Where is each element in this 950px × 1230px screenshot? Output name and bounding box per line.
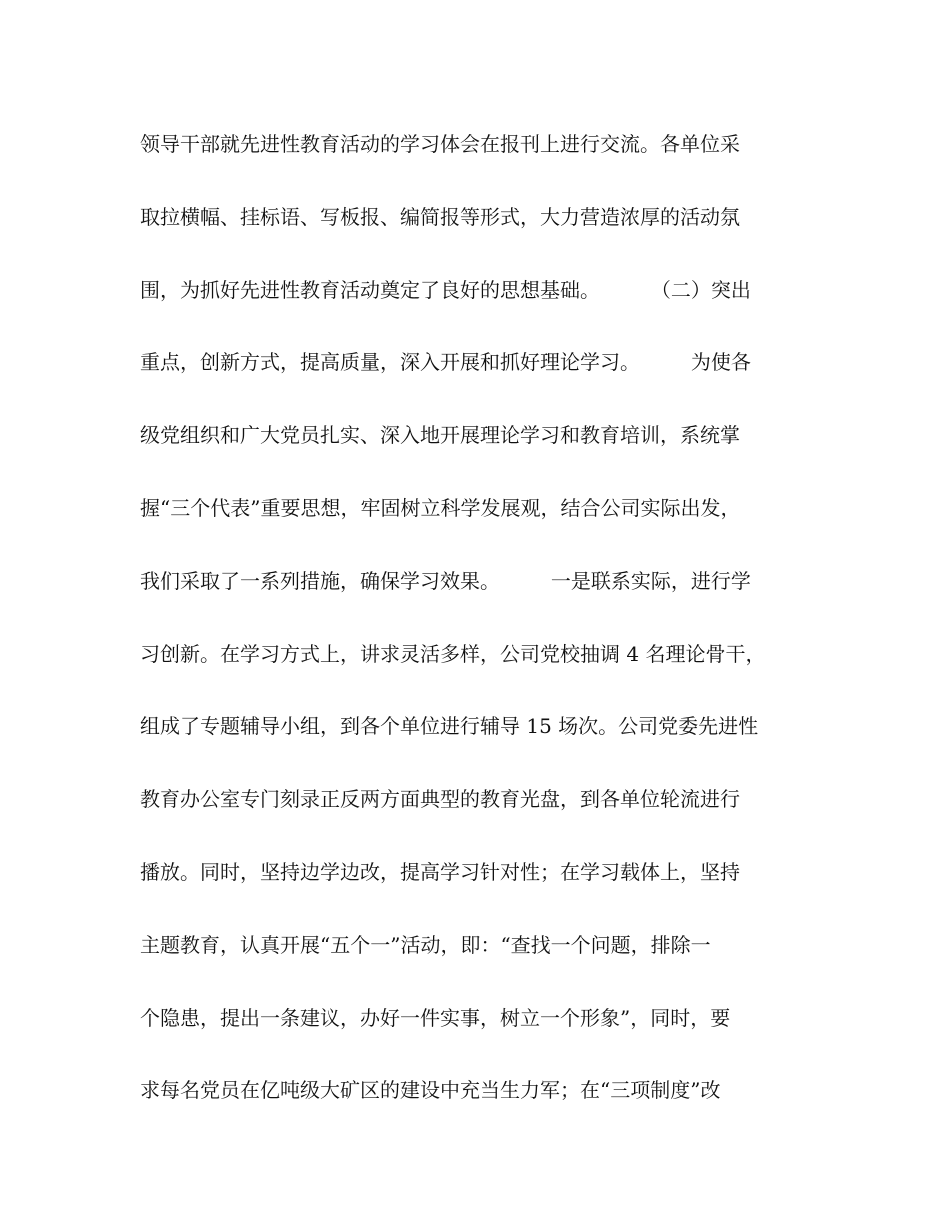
text-line: 级党组织和广大党员扎实、深入地开展理论学习和教育培训，系统掌	[140, 423, 740, 448]
text-line: 习创新。在学习方式上，讲求灵活多样，公司党校抽调 4 名理论骨干，	[140, 641, 766, 666]
text-line: 组成了专题辅导小组，到各个单位进行辅导 15 场次。公司党委先进性	[140, 714, 759, 739]
text-line: 教育办公室专门刻录正反两方面典型的教育光盘，到各单位轮流进行	[140, 787, 740, 812]
text-line: 重点，创新方式，提高质量，深入开展和抓好理论学习。 为使各	[140, 350, 751, 375]
text-line: 取拉横幅、挂标语、写板报、编简报等形式，大力营造浓厚的活动氛	[140, 204, 740, 229]
text-line: 求每名党员在亿吨级大矿区的建设中充当生力军；在“三项制度”改	[140, 1078, 721, 1103]
body-text	[140, 124, 805, 1143]
text-line: 主题教育，认真开展“五个一”活动，即：“查找一个问题，排除一	[140, 932, 711, 957]
text-line: 围，为抓好先进性教育活动奠定了良好的思想基础。 （二）突出	[140, 277, 751, 302]
text-line: 我们采取了一系列措施，确保学习效果。 一是联系实际，进行学	[140, 568, 751, 593]
text-line: 握“三个代表”重要思想，牢固树立科学发展观，结合公司实际出发，	[140, 495, 741, 520]
text-line: 播放。同时，坚持边学边改，提高学习针对性；在学习载体上，坚持	[140, 859, 740, 884]
text-line: 领导干部就先进性教育活动的学习体会在报刊上进行交流。各单位采	[140, 132, 740, 156]
text-line: 个隐患，提出一条建议，办好一件实事，树立一个形象”，同时，要	[140, 1005, 731, 1030]
